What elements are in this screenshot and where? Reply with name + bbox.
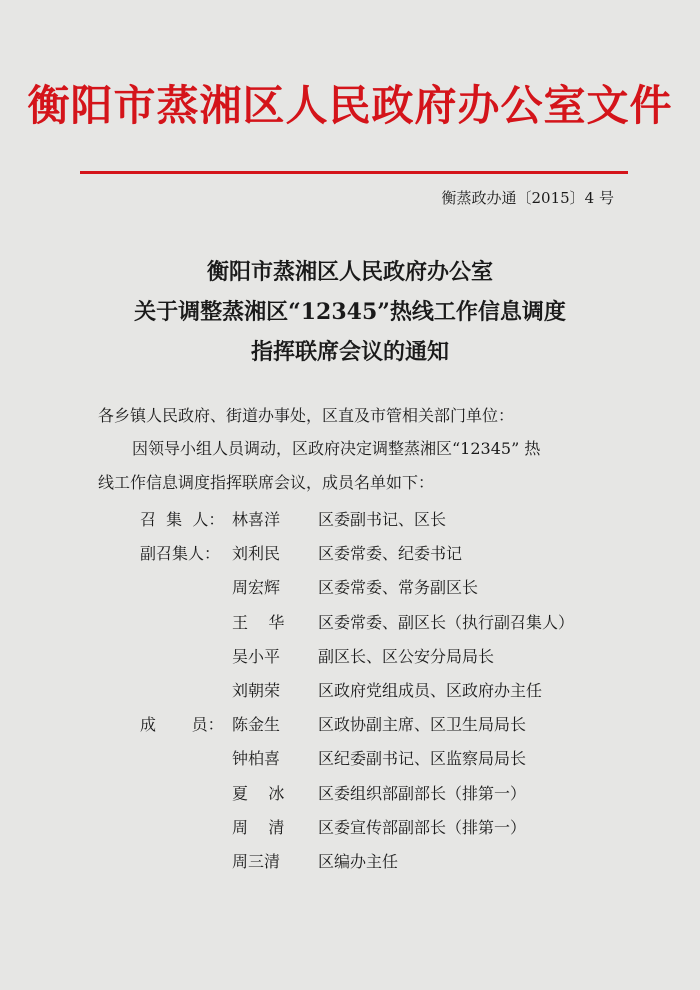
notice-title-line-3: 指挥联席会议的通知 (250, 339, 449, 365)
member-name: 刘朝荣 (232, 681, 281, 700)
member-row (0, 644, 700, 668)
body-paragraph-line-2: 线工作信息调度指挥联席会议，成员名单如下： (98, 473, 435, 492)
member-row (0, 541, 700, 565)
member-row (0, 507, 700, 531)
document-number: 衡蒸政办通〔2015〕4 号 (441, 189, 614, 207)
member-post: 副区长、区公安分局局长 (318, 646, 495, 666)
member-name: 吴小平 (232, 646, 281, 666)
member-post: 区编办主任 (318, 852, 399, 871)
salutation: 各乡镇人民政府、街道办事处，区直及市管相关部门单位： (98, 406, 515, 425)
member-row (0, 610, 700, 634)
member-role-label: 副召集人： (140, 544, 221, 564)
document-header-title: 衡阳市蒸湘区人民政府办公室文件 (27, 81, 673, 130)
notice-title-line-2: 关于调整蒸湘区“12345”热线工作信息调度 (134, 299, 566, 325)
member-row (0, 678, 700, 702)
member-row (0, 781, 700, 805)
member-row (0, 575, 700, 599)
member-row (0, 849, 700, 873)
header-red-rule (80, 171, 628, 174)
member-post: 区委常委、纪委书记 (318, 544, 463, 564)
member-post: 区委副书记、区长 (318, 510, 447, 529)
member-name: 周三清 (232, 852, 281, 871)
member-role-label: 成 员： (140, 715, 224, 735)
member-post: 区委组织部副部长（排第一） (318, 783, 527, 803)
member-post: 区政协副主席、区卫生局局长 (318, 715, 527, 735)
notice-title (0, 252, 700, 372)
member-name: 林喜洋 (232, 510, 281, 529)
member-name: 周 清 (232, 817, 285, 837)
member-role-label: 召 集 人： (140, 510, 225, 529)
member-post: 区委宣传部副部长（排第一） (318, 817, 527, 837)
member-row (0, 712, 700, 736)
body-paragraph-line-1: 因领导小组人员调动，区政府决定调整蒸湘区“12345” 热 (132, 439, 541, 458)
member-row (0, 746, 700, 770)
member-name: 刘利民 (232, 544, 281, 564)
member-post: 区纪委副书记、区监察局局长 (318, 749, 527, 769)
notice-title-line-1: 衡阳市蒸湘区人民政府办公室 (206, 259, 493, 285)
member-row (0, 815, 700, 839)
member-post: 区委常委、副区长（执行副召集人） (318, 612, 575, 632)
member-name: 王 华 (232, 612, 285, 632)
member-name: 夏 冰 (232, 783, 285, 803)
member-post: 区政府党组成员、区政府办主任 (318, 681, 543, 700)
member-post: 区委常委、常务副区长 (318, 578, 479, 598)
member-name: 周宏辉 (232, 578, 281, 598)
member-name: 陈金生 (232, 715, 281, 735)
member-name: 钟柏喜 (232, 749, 281, 769)
